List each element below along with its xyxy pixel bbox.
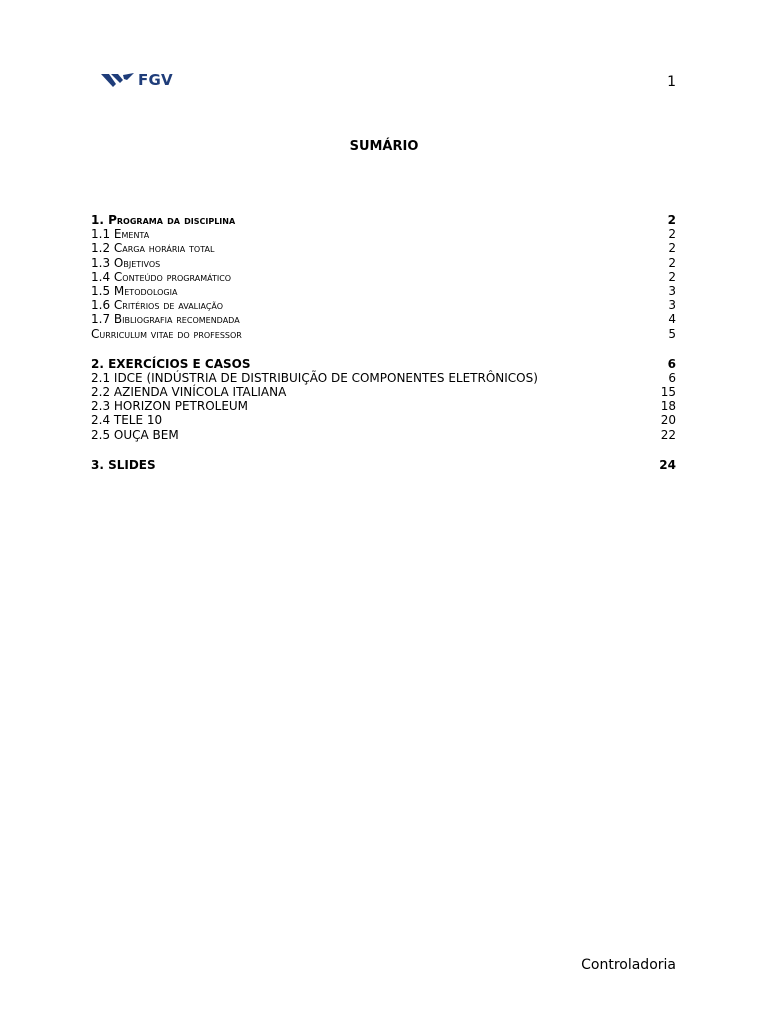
toc-heading-page: 2 bbox=[667, 213, 676, 227]
toc-heading-label: 2. EXERCÍCIOS E CASOS bbox=[91, 356, 251, 371]
toc-item-page: 20 bbox=[660, 413, 676, 428]
toc-item-page: 5 bbox=[668, 326, 676, 341]
toc-item-page: 6 bbox=[668, 370, 676, 385]
page-number: 1 bbox=[667, 74, 676, 90]
toc-item-label: 1.7 Bibliografia recomendada bbox=[91, 312, 240, 327]
toc-item-ouca-bem[interactable] bbox=[91, 428, 676, 442]
toc-item-carga-horaria[interactable] bbox=[91, 241, 676, 255]
toc-item-label: 2.4 TELE 10 bbox=[91, 413, 163, 428]
toc-item-page: 15 bbox=[660, 385, 676, 400]
toc-item-bibliografia[interactable] bbox=[91, 312, 676, 326]
toc-item-horizon[interactable] bbox=[91, 399, 676, 413]
toc-spacer bbox=[91, 341, 676, 357]
toc-item-page: 3 bbox=[668, 298, 676, 313]
toc-item-page: 2 bbox=[668, 227, 676, 242]
toc-item-label: Curriculum vitae do professor bbox=[91, 326, 242, 341]
logo-text: FGV bbox=[138, 71, 173, 89]
toc-item-tele10[interactable] bbox=[91, 413, 676, 427]
fgv-logo bbox=[101, 70, 173, 90]
toc-item-page: 22 bbox=[660, 427, 676, 442]
toc-item-conteudo[interactable] bbox=[91, 270, 676, 284]
toc-item-label: 1.6 Critérios de avaliação bbox=[91, 298, 224, 313]
toc-item-page: 2 bbox=[668, 255, 676, 270]
toc-spacer bbox=[91, 442, 676, 458]
toc-item-curriculum[interactable] bbox=[91, 327, 676, 341]
footer-text: Controladoria bbox=[581, 957, 676, 973]
toc-item-label: 2.5 OUÇA BEM bbox=[91, 427, 179, 442]
toc-item-page: 2 bbox=[668, 269, 676, 284]
toc-item-label: 1.2 Carga horária total bbox=[91, 241, 215, 256]
toc-item-azienda[interactable] bbox=[91, 385, 676, 399]
toc-item-label: 2.1 IDCE (INDÚSTRIA DE DISTRIBUIÇÃO DE COMPONENTES ELETRÔNICOS) bbox=[91, 370, 538, 385]
toc-item-label: 1.4 Conteúdo programático bbox=[91, 269, 232, 284]
toc-heading-label: 3. SLIDES bbox=[91, 457, 156, 472]
toc-section-1-heading[interactable] bbox=[91, 213, 676, 227]
toc-item-label: 1.3 Objetivos bbox=[91, 255, 161, 270]
fgv-mark-icon bbox=[101, 72, 135, 88]
toc-item-page: 18 bbox=[660, 399, 676, 414]
toc-item-idce[interactable] bbox=[91, 371, 676, 385]
toc-heading-label: 1. Programa da disciplina bbox=[91, 213, 236, 227]
table-of-contents bbox=[91, 213, 676, 472]
toc-heading-page: 24 bbox=[659, 457, 676, 472]
toc-item-objetivos[interactable] bbox=[91, 256, 676, 270]
toc-item-label: 2.2 AZIENDA VINÍCOLA ITALIANA bbox=[91, 385, 287, 400]
toc-item-label: 1.1 Ementa bbox=[91, 227, 150, 242]
page-title: SUMÁRIO bbox=[349, 139, 419, 154]
toc-item-label: 2.3 HORIZON PETROLEUM bbox=[91, 399, 249, 414]
toc-item-label: 1.5 Metodologia bbox=[91, 283, 178, 298]
toc-heading-page: 6 bbox=[667, 356, 676, 371]
toc-item-ementa[interactable] bbox=[91, 227, 676, 241]
toc-item-page: 4 bbox=[668, 312, 676, 327]
toc-item-page: 2 bbox=[668, 241, 676, 256]
toc-item-page: 3 bbox=[668, 283, 676, 298]
toc-item-criterios[interactable] bbox=[91, 298, 676, 312]
toc-section-2-heading[interactable] bbox=[91, 357, 676, 371]
toc-item-metodologia[interactable] bbox=[91, 284, 676, 298]
toc-section-3-heading[interactable] bbox=[91, 458, 676, 472]
